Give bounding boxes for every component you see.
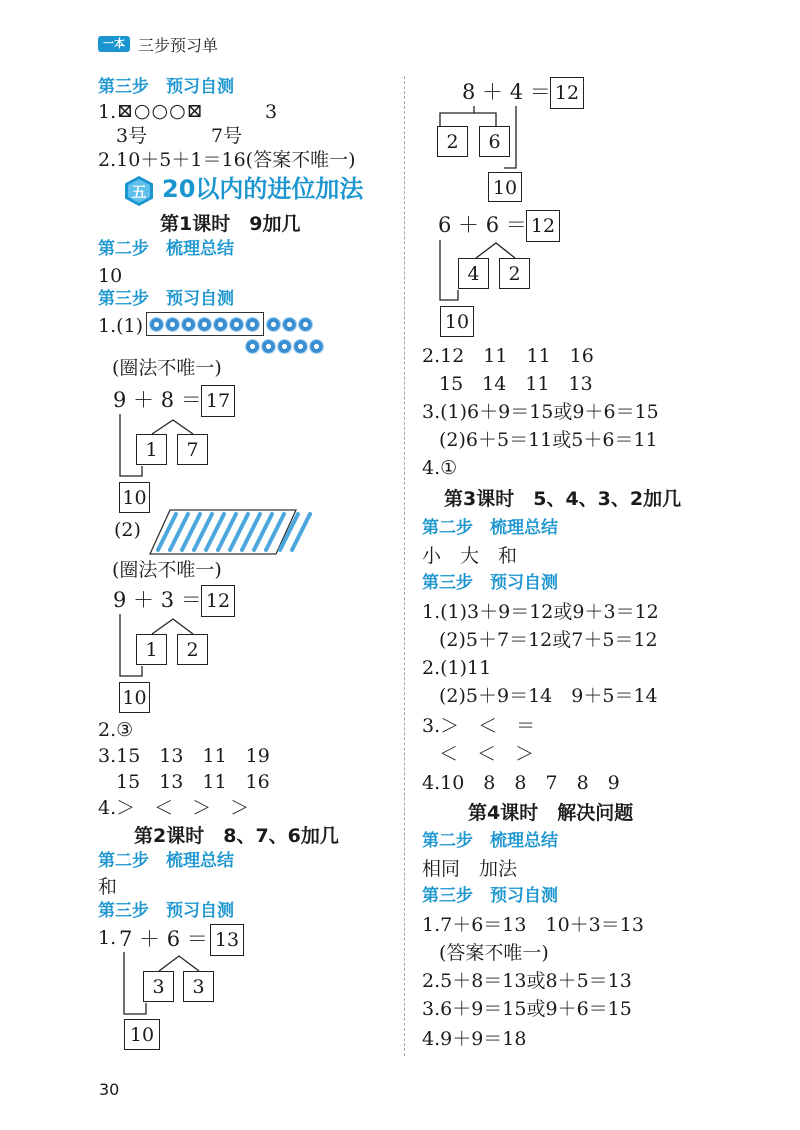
answer-line: 3.6＋9＝15或9＋6＝15 [422, 998, 632, 1020]
answer-text: 3号 [116, 125, 148, 147]
result-box: 13 [210, 924, 244, 956]
split-box: 7 [177, 434, 208, 465]
answer-text: 和 [98, 876, 118, 898]
answer-line: 2.(1)11 [422, 657, 492, 679]
split-box: 3 [183, 971, 214, 1002]
step-heading: 第三步 预习自测 [98, 901, 234, 921]
split-box: 2 [177, 634, 208, 665]
result-box: 17 [201, 385, 235, 417]
answer-line: 4.① [422, 457, 458, 479]
sticks-picture [148, 508, 320, 556]
split-box: 2 [437, 126, 468, 157]
answer-line: 2.12 11 11 16 [422, 345, 594, 367]
result-box: 12 [550, 77, 584, 109]
unit-title: 20以内的进位加法 [162, 175, 364, 203]
answer-line: (2)6＋5＝11或5＋6＝11 [439, 429, 658, 451]
answer-line: 2.③ [98, 719, 134, 741]
answer-line: 1.(1)3＋9＝12或9＋3＝12 [422, 601, 659, 623]
answer-line: 1. [98, 101, 117, 123]
ten-box: 10 [124, 1019, 160, 1050]
split-box: 2 [499, 258, 530, 289]
equation: 9 ＋ 8 ＝ [113, 388, 202, 412]
answer-line: 15 13 11 16 [116, 771, 270, 793]
answer-line: 2.10＋5＋1＝16(答案不唯一) [98, 149, 356, 171]
answer-line: 3.(1)6＋9＝15或9＋6＝15 [422, 401, 659, 423]
split-box: 3 [143, 971, 174, 1002]
answer-line: 1.7＋6＝13 10＋3＝13 [422, 914, 644, 936]
ten-box: 10 [119, 682, 150, 713]
equation: 6 ＋ 6 ＝ [438, 213, 527, 237]
step-heading: 第二步 梳理总结 [98, 239, 234, 259]
answer-line: (2) [114, 519, 141, 541]
split-box: 1 [136, 634, 167, 665]
answer-line: 3.15 13 11 19 [98, 745, 270, 767]
equation: 7 ＋ 6 ＝ [119, 927, 208, 951]
answer-line: 4.10 8 8 7 8 9 [422, 772, 620, 794]
ten-box: 10 [440, 306, 474, 337]
equation: 8 ＋ 4 ＝ [462, 80, 551, 104]
step-heading: 第二步 梳理总结 [422, 831, 558, 851]
answer-text: 7号 [211, 125, 243, 147]
split-box: 1 [136, 434, 167, 465]
equation: 9 ＋ 3 ＝ [113, 588, 202, 612]
note-text: (答案不唯一) [439, 942, 549, 964]
answer-line: (2)5＋7＝12或7＋5＝12 [439, 629, 658, 651]
answer-line: ＜ ＜ ＞ [439, 743, 535, 765]
step-heading: 第二步 梳理总结 [422, 518, 558, 538]
unit-icon-label: 五 [131, 183, 147, 201]
answer-text: 3 [265, 101, 278, 123]
ten-box: 10 [488, 172, 522, 202]
lesson-title: 第2课时 8、7、6加几 [134, 825, 339, 847]
brand-badge: 一本 [98, 36, 130, 52]
step-heading: 第三步 预习自测 [422, 573, 558, 593]
answer-line: 4.9＋9＝18 [422, 1028, 527, 1050]
split-box: 4 [458, 258, 489, 289]
answer-line: 2.5＋8＝13或8＋5＝13 [422, 970, 632, 992]
answer-line: 1.(1) [98, 315, 144, 337]
lesson-title: 第3课时 5、4、3、2加几 [444, 488, 682, 510]
answer-line: 3.＞ ＜ ＝ [422, 715, 536, 737]
answer-text: 小 大 和 [422, 545, 518, 567]
ten-box: 10 [119, 482, 150, 513]
answer-line: 4.＞ ＜ ＞ ＞ [98, 797, 250, 819]
lesson-title: 第1课时 9加几 [160, 213, 301, 235]
answer-line: 15 14 11 13 [439, 373, 593, 395]
step-heading: 第三步 预习自测 [98, 289, 234, 309]
page-number: 30 [99, 1080, 120, 1099]
circle-symbols: ⊠○○○⊠ [117, 100, 204, 122]
result-box: 12 [526, 210, 560, 242]
step-heading: 第二步 梳理总结 [98, 851, 234, 871]
answer-text: 相同 加法 [422, 858, 518, 880]
answer-line: (2)5＋9＝14 9＋5＝14 [439, 685, 658, 707]
answer-text: 10 [98, 265, 123, 287]
answer-line: 1. [98, 927, 117, 949]
header-title: 三步预习单 [138, 36, 219, 55]
result-box: 12 [201, 585, 235, 617]
split-box: 6 [479, 126, 510, 157]
note-text: (圈法不唯一) [112, 559, 222, 581]
step-heading: 第三步 预习自测 [422, 886, 558, 906]
lesson-title: 第4课时 解决问题 [468, 802, 634, 824]
note-text: (圈法不唯一) [112, 357, 222, 379]
step-heading: 第三步 预习自测 [98, 77, 234, 97]
